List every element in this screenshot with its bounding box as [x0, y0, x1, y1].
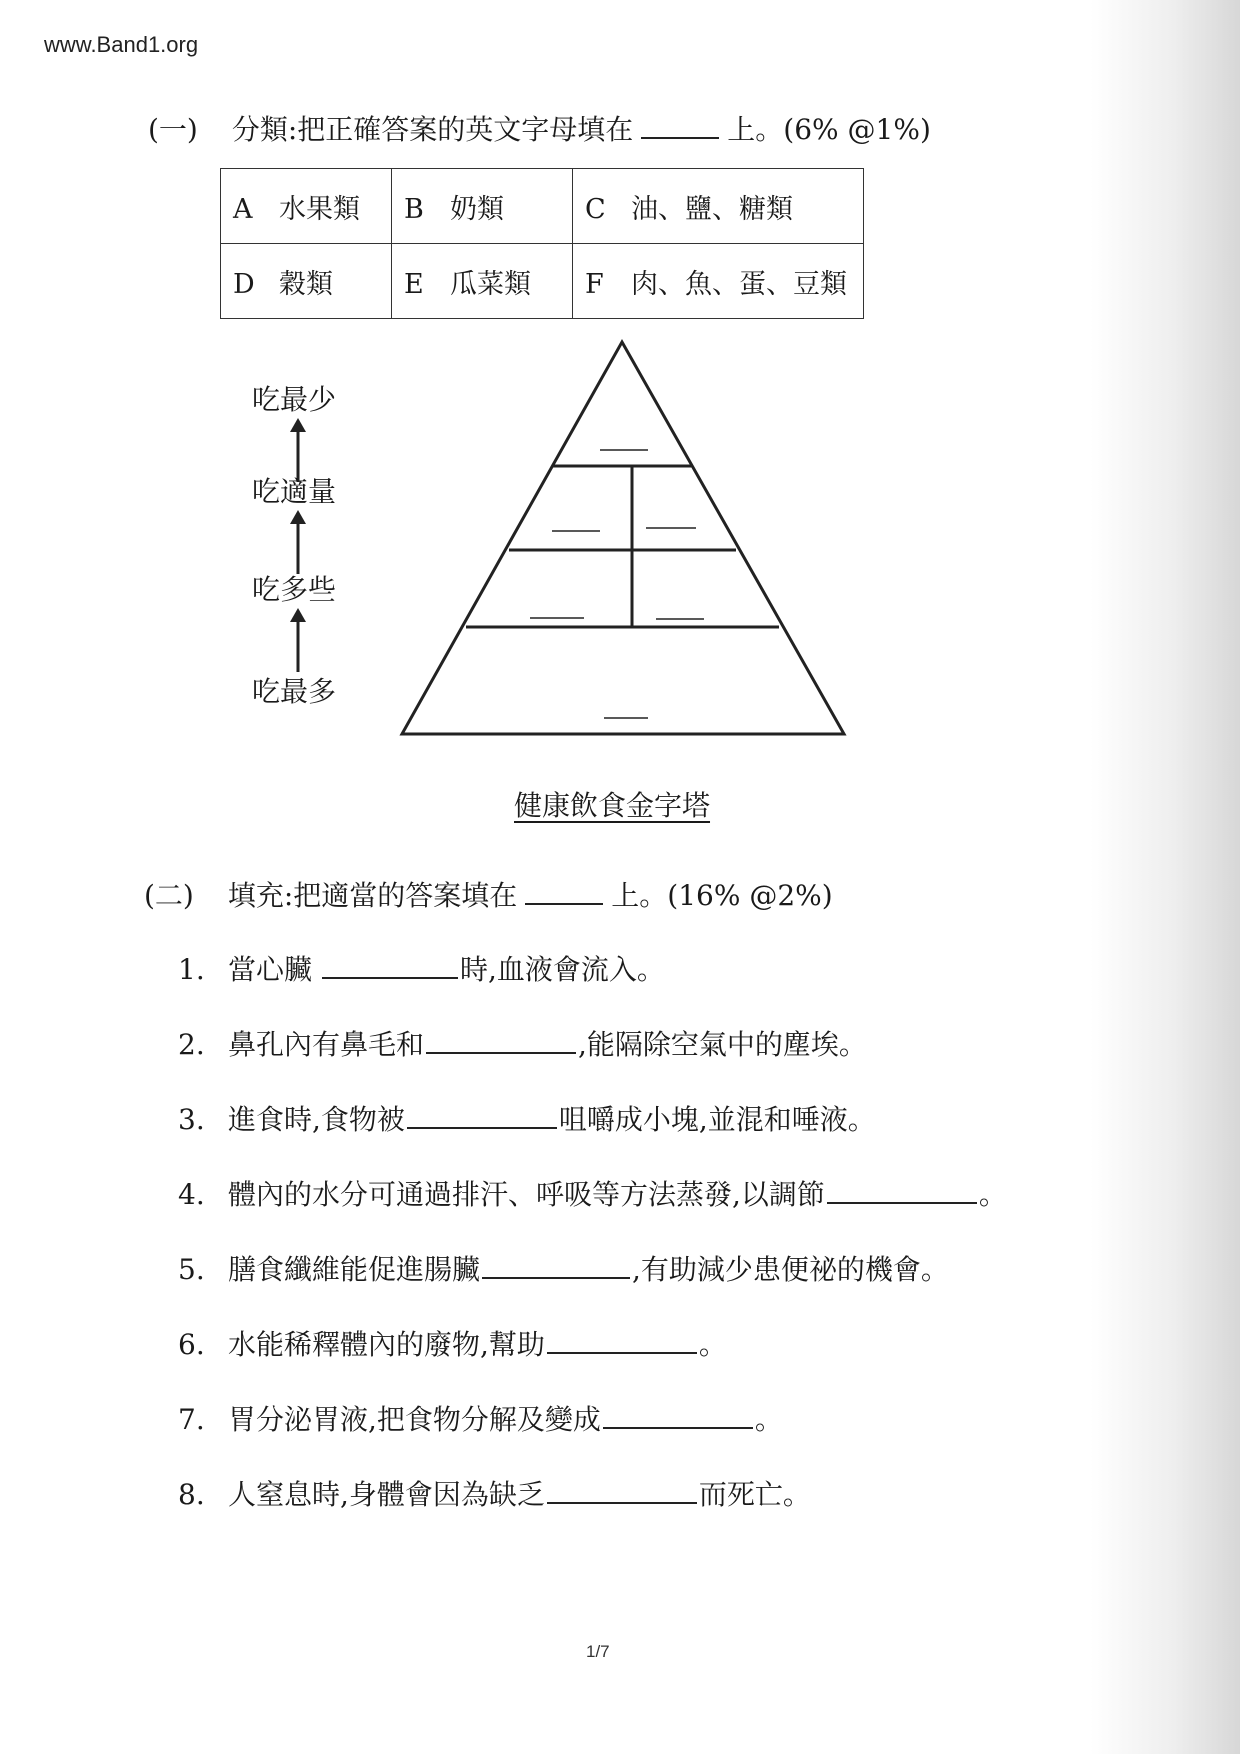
answer-blank[interactable]: [426, 1028, 576, 1054]
item-number: 1.: [178, 953, 205, 986]
eating-scale: [252, 370, 362, 708]
table-cell: [392, 169, 573, 244]
scale-label-least: 吃最少: [252, 383, 337, 416]
item-text: 當心臟: [228, 953, 313, 986]
table-cell: [573, 244, 864, 319]
section2-number: (二): [144, 879, 194, 912]
pyramid-caption: 健康飲食金字塔: [514, 789, 711, 822]
table-row: [221, 169, 864, 244]
table-cell: [221, 244, 392, 319]
item-text: 。: [698, 1328, 727, 1361]
list-item: [178, 1473, 811, 1513]
section1-instruction: 分類:把正確答案的英文字母填在: [231, 113, 634, 146]
item-text: 時,血液會流入。: [460, 953, 665, 986]
category-letter: A: [233, 193, 253, 225]
arrow-up-icon: [288, 608, 308, 672]
table-row: [221, 244, 864, 319]
category-letter: B: [404, 193, 424, 225]
list-item: [178, 1323, 727, 1363]
answer-blank[interactable]: [322, 953, 458, 979]
item-text: 進食時,食物被: [228, 1103, 405, 1136]
item-text: ,能隔除空氣中的塵埃。: [578, 1028, 867, 1061]
item-text: 而死亡。: [698, 1478, 811, 1511]
list-item: [178, 1248, 949, 1288]
list-item: [178, 1398, 783, 1438]
table-cell: [573, 169, 864, 244]
scale-label-most: 吃最多: [252, 675, 337, 708]
scale-label-more: 吃多些: [252, 573, 337, 606]
item-text: 。: [754, 1403, 783, 1436]
section1-number: (一): [148, 113, 198, 146]
scale-label-moderate: 吃適量: [252, 475, 337, 508]
food-pyramid-diagram: [398, 338, 854, 744]
section1-instruction-end: 上。(6% @1%): [727, 113, 931, 146]
item-text: 胃分泌胃液,把食物分解及變成: [228, 1403, 601, 1436]
item-number: 8.: [178, 1478, 205, 1511]
pyramid-outline: [402, 342, 844, 734]
category-name: 肉、魚、蛋、豆類: [631, 268, 847, 300]
list-item: [178, 1098, 876, 1138]
answer-blank[interactable]: [547, 1478, 697, 1504]
category-letter: D: [233, 268, 255, 300]
item-number: 4.: [178, 1178, 205, 1211]
item-number: 5.: [178, 1253, 205, 1286]
item-text: 水能稀釋體內的廢物,幫助: [228, 1328, 545, 1361]
answer-blank[interactable]: [547, 1328, 697, 1354]
food-category-table: [220, 168, 864, 319]
sample-blank: [525, 881, 603, 905]
item-text: 膳食纖維能促進腸臟: [228, 1253, 481, 1286]
item-number: 3.: [178, 1103, 205, 1136]
item-number: 6.: [178, 1328, 205, 1361]
section1-heading: [148, 108, 931, 148]
section2-heading: [144, 874, 833, 914]
item-text: 鼻孔內有鼻毛和: [228, 1028, 425, 1061]
item-number: 7.: [178, 1403, 205, 1436]
page-number: 1/7: [586, 1642, 610, 1661]
item-number: 2.: [178, 1028, 205, 1061]
item-text: 咀嚼成小塊,並混和唾液。: [558, 1103, 876, 1136]
answer-blank[interactable]: [407, 1103, 557, 1129]
table-cell: [392, 244, 573, 319]
item-text: 人窒息時,身體會因為缺乏: [228, 1478, 545, 1511]
answer-blank[interactable]: [827, 1178, 977, 1204]
category-name: 水果類: [279, 193, 360, 225]
item-text: 。: [978, 1178, 1007, 1211]
answer-blank[interactable]: [482, 1253, 630, 1279]
list-item: [178, 948, 665, 988]
arrow-up-icon: [288, 510, 308, 574]
site-url: www.Band1.org: [44, 32, 199, 57]
scan-shadow: [1090, 0, 1240, 1754]
category-letter: F: [585, 268, 604, 300]
section2-instruction-end: 上。(16% @2%): [611, 879, 833, 912]
section2-instruction: 填充:把適當的答案填在: [227, 879, 518, 912]
category-name: 油、鹽、糖類: [631, 193, 793, 225]
sample-blank: [641, 115, 719, 139]
list-item: [178, 1173, 1007, 1213]
item-text: ,有助減少患便祕的機會。: [632, 1253, 949, 1286]
category-name: 奶類: [450, 193, 504, 225]
category-letter: E: [404, 268, 424, 300]
item-text: 體內的水分可通過排汗、呼吸等方法蒸發,以調節: [228, 1178, 825, 1211]
category-letter: C: [585, 193, 606, 225]
answer-blank[interactable]: [603, 1403, 753, 1429]
category-name: 穀類: [279, 268, 333, 300]
category-name: 瓜菜類: [450, 268, 531, 300]
table-cell: [221, 169, 392, 244]
list-item: [178, 1023, 867, 1063]
